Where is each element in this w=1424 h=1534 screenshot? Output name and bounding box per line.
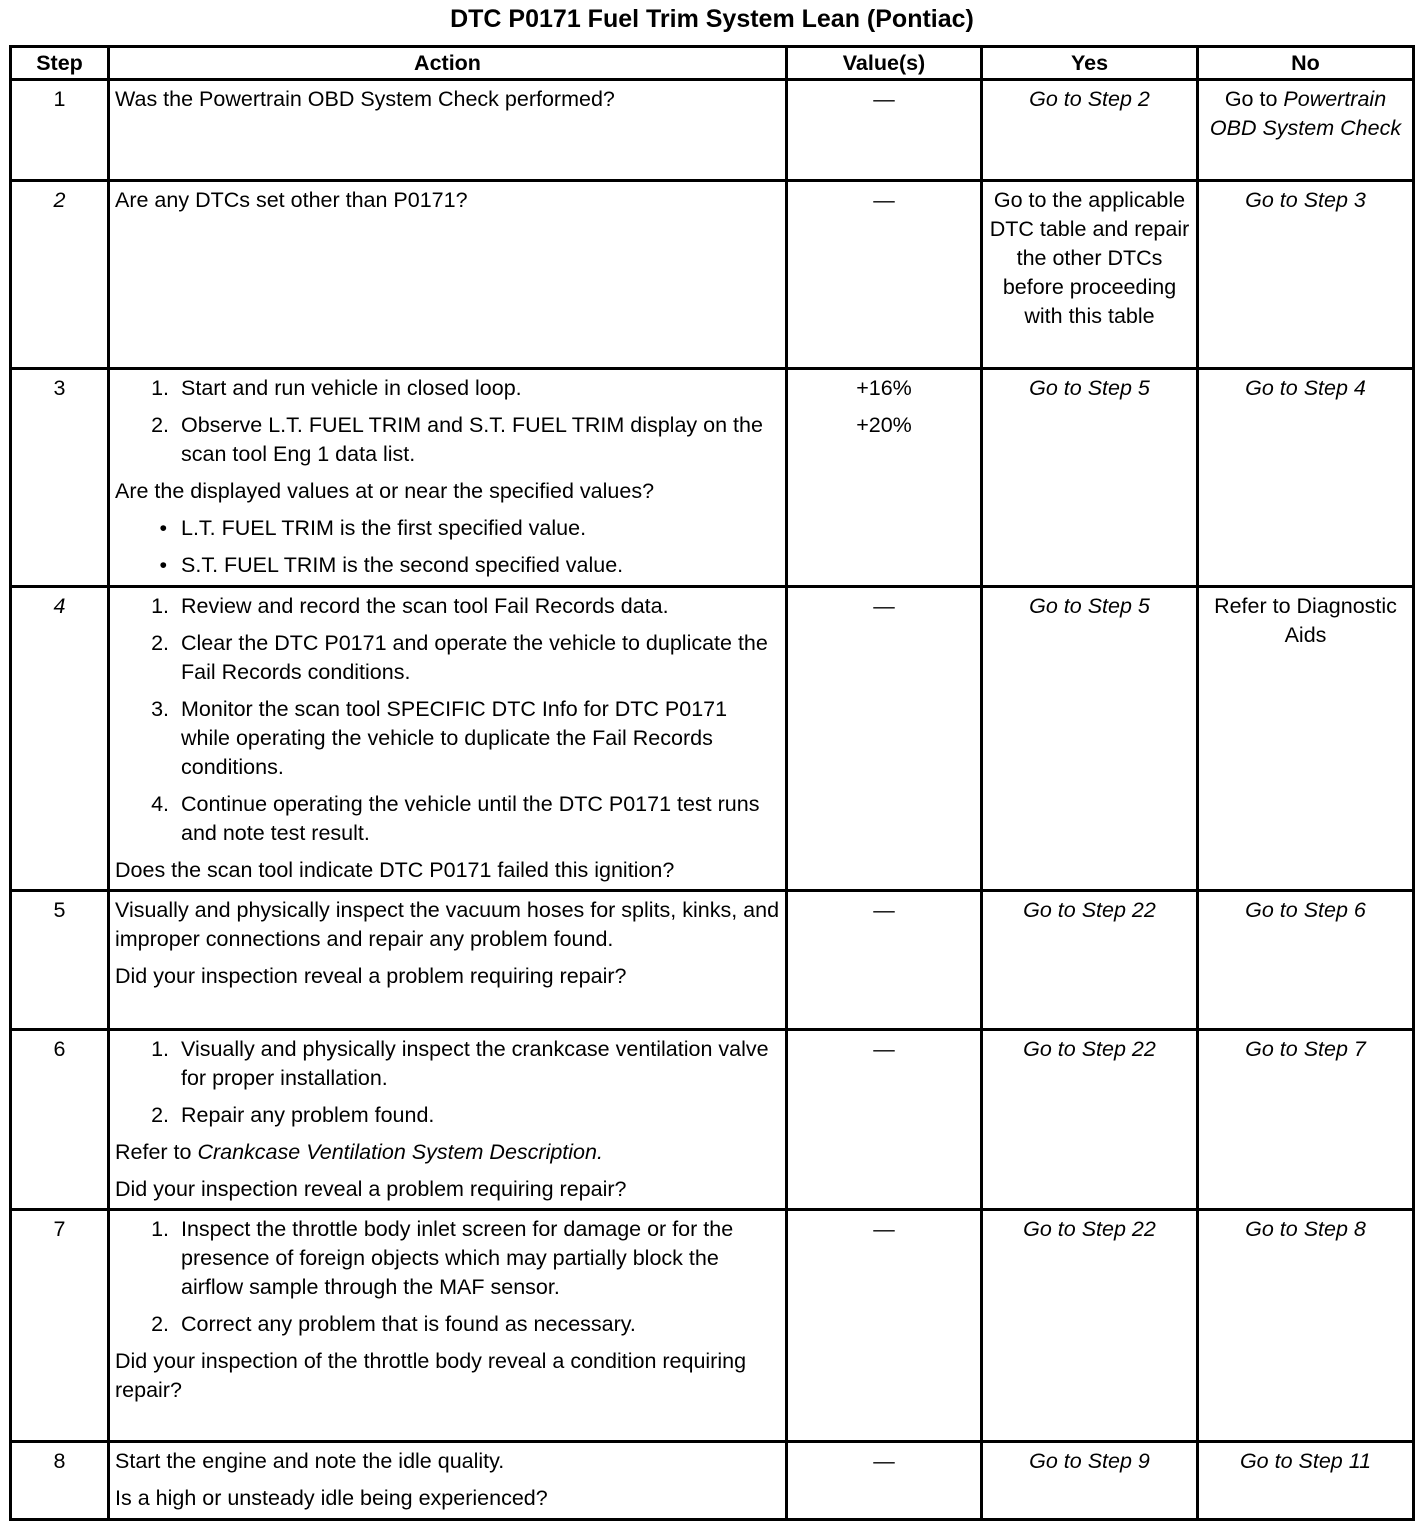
no-link: Powertrain OBD System Check — [1209, 87, 1402, 140]
step-number: 3 — [11, 369, 109, 587]
action-cell — [109, 369, 787, 587]
no-cell: Go to Step 6 — [1198, 891, 1414, 1030]
header-row — [11, 47, 1414, 80]
action-cell — [109, 587, 787, 891]
value: — — [873, 898, 895, 922]
action-question: Did your inspection reveal a problem requiring repair? — [115, 1177, 627, 1201]
values-cell — [787, 1442, 982, 1520]
no-cell: Go to Step 8 — [1198, 1210, 1414, 1442]
value: — — [873, 1449, 895, 1473]
no-cell: Go to Step 3 — [1198, 181, 1414, 369]
step-number: 1 — [11, 80, 109, 181]
step-number: 8 — [11, 1442, 109, 1520]
list-item: • L.T. FUEL TRIM is the first specified value. — [159, 516, 587, 540]
action-text: Are any DTCs set other than P0171? — [115, 188, 468, 212]
action-cell — [109, 1210, 787, 1442]
yes-cell: Go to Step 2 — [982, 80, 1198, 181]
action-question: Is a high or unsteady idle being experienced? — [115, 1486, 548, 1510]
table-row — [11, 891, 1414, 1030]
action-question: Did your inspection reveal a problem requiring repair? — [115, 964, 627, 988]
action-bullets — [115, 514, 780, 580]
action-cell — [109, 181, 787, 369]
value: +16% — [856, 376, 912, 400]
list-item: • S.T. FUEL TRIM is the second specified value. — [159, 553, 624, 577]
values-cell — [787, 891, 982, 1030]
yes-cell: Go to Step 5 — [982, 369, 1198, 587]
action-text: Start the engine and note the idle quality. — [115, 1449, 505, 1473]
header-yes: Yes — [982, 47, 1198, 80]
action-steps — [115, 1215, 780, 1339]
list-item: 1. Inspect the throttle body inlet screen for damage or for the presence of foreign objects which may partially block the airflow sample through the MAF sensor. — [151, 1217, 734, 1299]
step-number: 2 — [11, 181, 109, 369]
yes-cell: Go to Step 5 — [982, 587, 1198, 891]
header-action: Action — [109, 47, 787, 80]
list-item: 4. Continue operating the vehicle until the DTC P0171 test runs and note test result. — [151, 792, 760, 845]
table-row — [11, 80, 1414, 181]
values-cell — [787, 80, 982, 181]
values-cell — [787, 587, 982, 891]
values-cell — [787, 1030, 982, 1210]
action-cell — [109, 1030, 787, 1210]
list-item: 1. Start and run vehicle in closed loop. — [151, 376, 522, 400]
list-item: 3. Monitor the scan tool SPECIFIC DTC Info for DTC P0171 while operating the vehicle to duplicate the Fail Records conditions. — [151, 697, 728, 779]
action-steps — [115, 1035, 780, 1130]
list-item: 2. Clear the DTC P0171 and operate the vehicle to duplicate the Fail Records conditions. — [151, 631, 768, 684]
table-row — [11, 1442, 1414, 1520]
action-question: Are the displayed values at or near the specified values? — [115, 479, 655, 503]
step-number: 6 — [11, 1030, 109, 1210]
action-text: Was the Powertrain OBD System Check performed? — [115, 87, 615, 111]
list-item: 2. Observe L.T. FUEL TRIM and S.T. FUEL TRIM display on the scan tool Eng 1 data list. — [151, 413, 763, 466]
action-steps — [115, 374, 780, 469]
no-cell: Go to Step 7 — [1198, 1030, 1414, 1210]
value: — — [873, 1037, 895, 1061]
table-row — [11, 1030, 1414, 1210]
action-question: Did your inspection of the throttle body reveal a condition requiring repair? — [115, 1349, 747, 1402]
yes-cell: Go to the applicable DTC table and repair the other DTCs before proceeding with this table — [982, 181, 1198, 369]
no-cell — [1198, 80, 1414, 181]
table-row — [11, 1210, 1414, 1442]
table-row — [11, 181, 1414, 369]
value: — — [873, 594, 895, 618]
diagnostic-table — [9, 45, 1415, 1521]
step-number: 7 — [11, 1210, 109, 1442]
no-cell: Go to Step 11 — [1198, 1442, 1414, 1520]
page-title: DTC P0171 Fuel Trim System Lean (Pontiac) — [450, 5, 974, 33]
refer-link: Crankcase Ventilation System Description. — [197, 1140, 603, 1164]
value: — — [873, 87, 895, 111]
step-number: 5 — [11, 891, 109, 1030]
step-number: 4 — [11, 587, 109, 891]
table-row — [11, 587, 1414, 891]
no-prefix: Go to — [1224, 87, 1284, 111]
action-steps — [115, 592, 780, 848]
value: — — [873, 188, 895, 212]
action-text: Visually and physically inspect the vacuum hoses for splits, kinks, and improper connections and repair any problem found. — [115, 898, 780, 951]
table-row — [11, 369, 1414, 587]
yes-cell: Go to Step 22 — [982, 1030, 1198, 1210]
values-cell — [787, 1210, 982, 1442]
values-cell — [787, 369, 982, 587]
values-cell — [787, 181, 982, 369]
list-item: 2. Repair any problem found. — [151, 1103, 435, 1127]
no-cell: Go to Step 4 — [1198, 369, 1414, 587]
header-step: Step — [11, 47, 109, 80]
action-question: Does the scan tool indicate DTC P0171 failed this ignition? — [115, 858, 675, 882]
list-item: 2. Correct any problem that is found as necessary. — [151, 1312, 636, 1336]
action-cell — [109, 891, 787, 1030]
header-no: No — [1198, 47, 1414, 80]
header-values: Value(s) — [787, 47, 982, 80]
value: — — [873, 1217, 895, 1241]
action-cell — [109, 80, 787, 181]
yes-cell: Go to Step 22 — [982, 891, 1198, 1030]
value: +20% — [856, 413, 912, 437]
yes-cell: Go to Step 9 — [982, 1442, 1198, 1520]
yes-cell: Go to Step 22 — [982, 1210, 1198, 1442]
action-refer: Refer to Crankcase Ventilation System Description. — [115, 1140, 603, 1164]
list-item: 1. Visually and physically inspect the crankcase ventilation valve for proper installation. — [151, 1037, 769, 1090]
list-item: 1. Review and record the scan tool Fail Records data. — [151, 594, 669, 618]
no-cell: Refer to Diagnostic Aids — [1198, 587, 1414, 891]
action-cell — [109, 1442, 787, 1520]
